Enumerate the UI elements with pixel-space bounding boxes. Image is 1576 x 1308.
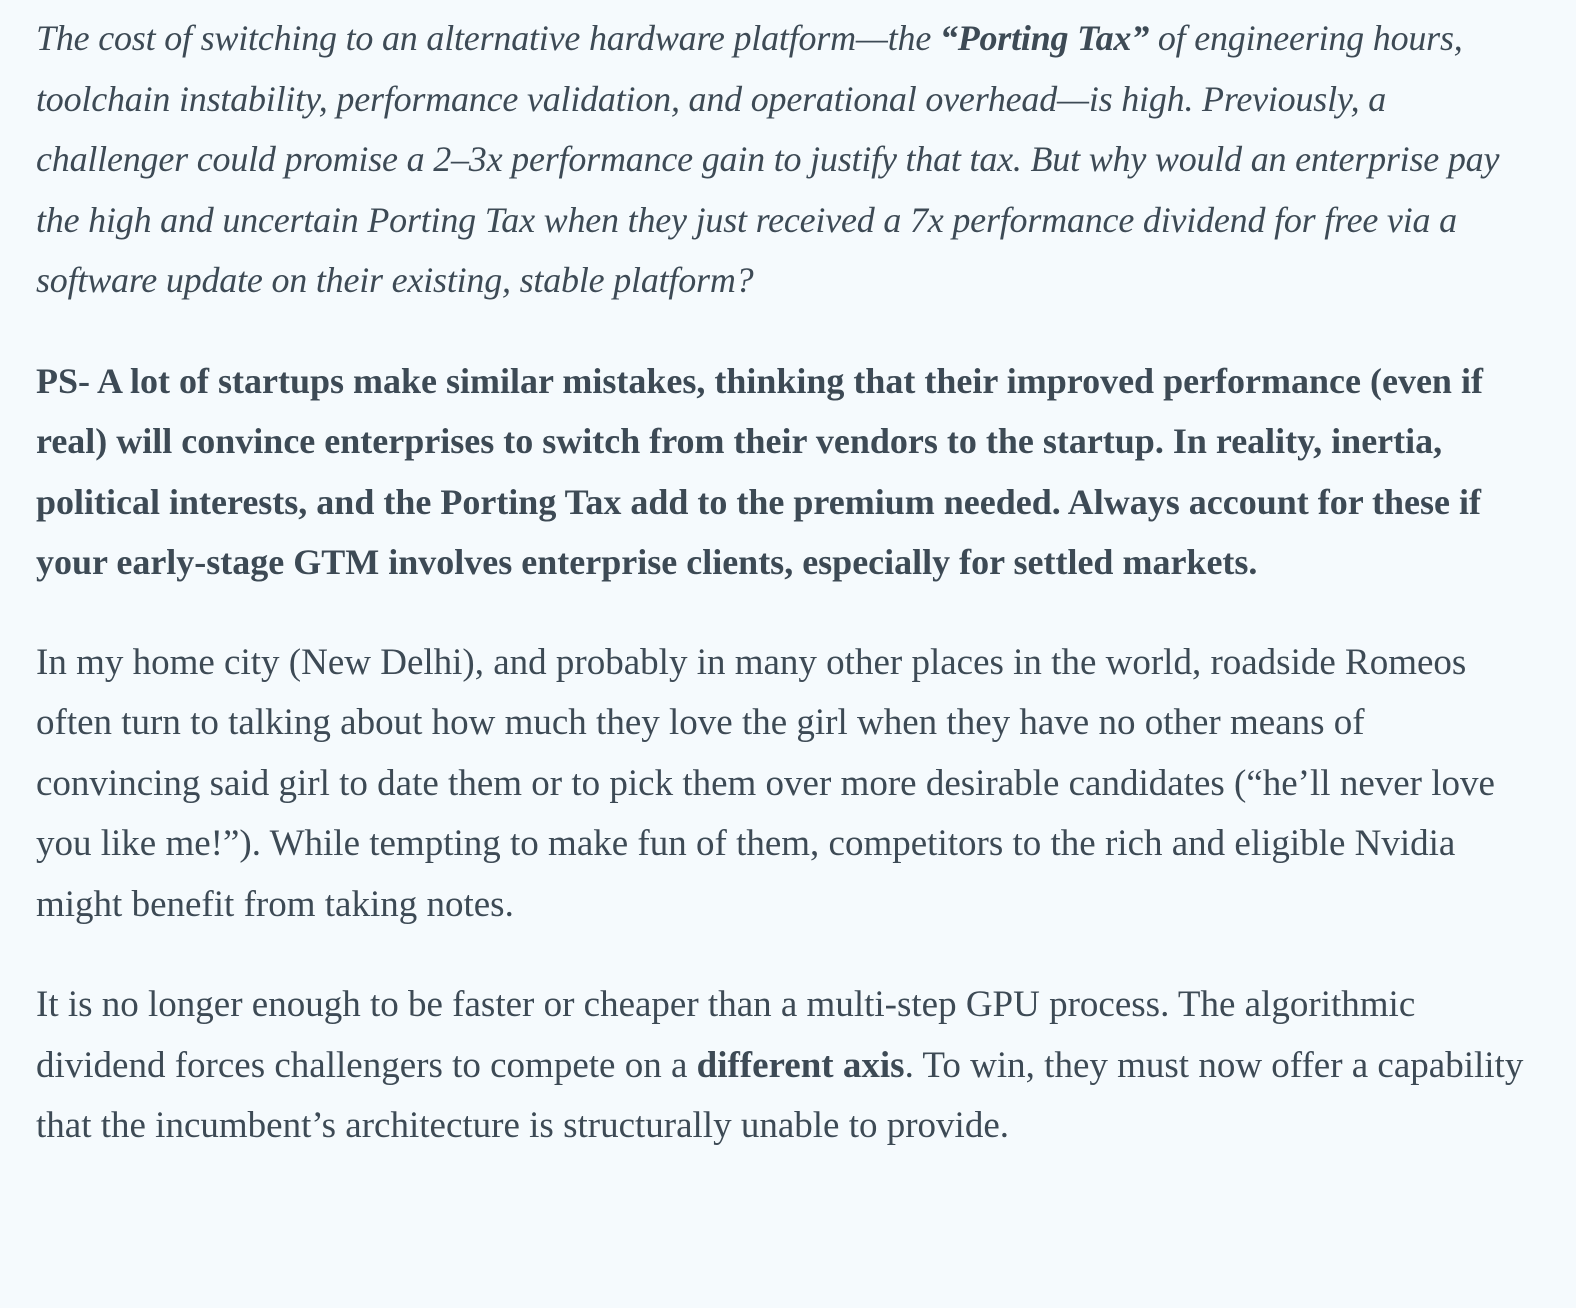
paragraph-ps-note: PS- A lot of startups make similar mistakes, thinking that their improved performance (even if real) will convince enterprises to switch from their vendors to the startup. In reality, inertia, political interests, and the Porting Tax add to the premium needed. Always account for these if your early-stage GTM involves enterprise clients, especially for settled markets. <box>36 360 1483 582</box>
paragraph-porting-tax <box>36 8 1536 311</box>
porting-tax-emphasis: “Porting Tax” <box>939 18 1150 58</box>
different-axis-emphasis: different axis <box>696 1044 905 1086</box>
article-body <box>36 8 1536 1157</box>
paragraph-text: The cost of switching to an alternative hardware platform—the <box>36 18 940 58</box>
paragraph-different-axis <box>36 975 1536 1157</box>
paragraph-text: of engineering hours, toolchain instability, performance validation, and operational overhead—is high. Previously, a challenger could promise a 2–3x performance gain to justify that tax. But why would an enterprise pay the high and uncertain Porting Tax when they just received a 7x performance dividend for free via a software update on their existing, stable platform? <box>36 18 1500 300</box>
paragraph-roadside-romeos: In my home city (New Delhi), and probably in many other places in the world, roadside Romeos often turn to talking about how much they love the girl when they have no other means of convincing said girl to date them or to pick them over more desirable candidates (“he’ll never love you like me!”). While tempting to make fun of them, competitors to the rich and eligible Nvidia might benefit from taking notes. <box>36 641 1495 925</box>
paragraph-text: It is no longer enough to be faster or cheaper than a multi-step GPU process. The algorithmic dividend forces challengers to compete on a <box>36 984 1416 1086</box>
paragraph-text: . To win, they must now offer a capability that the incumbent’s architecture is structurally unable to provide. <box>36 1044 1524 1146</box>
